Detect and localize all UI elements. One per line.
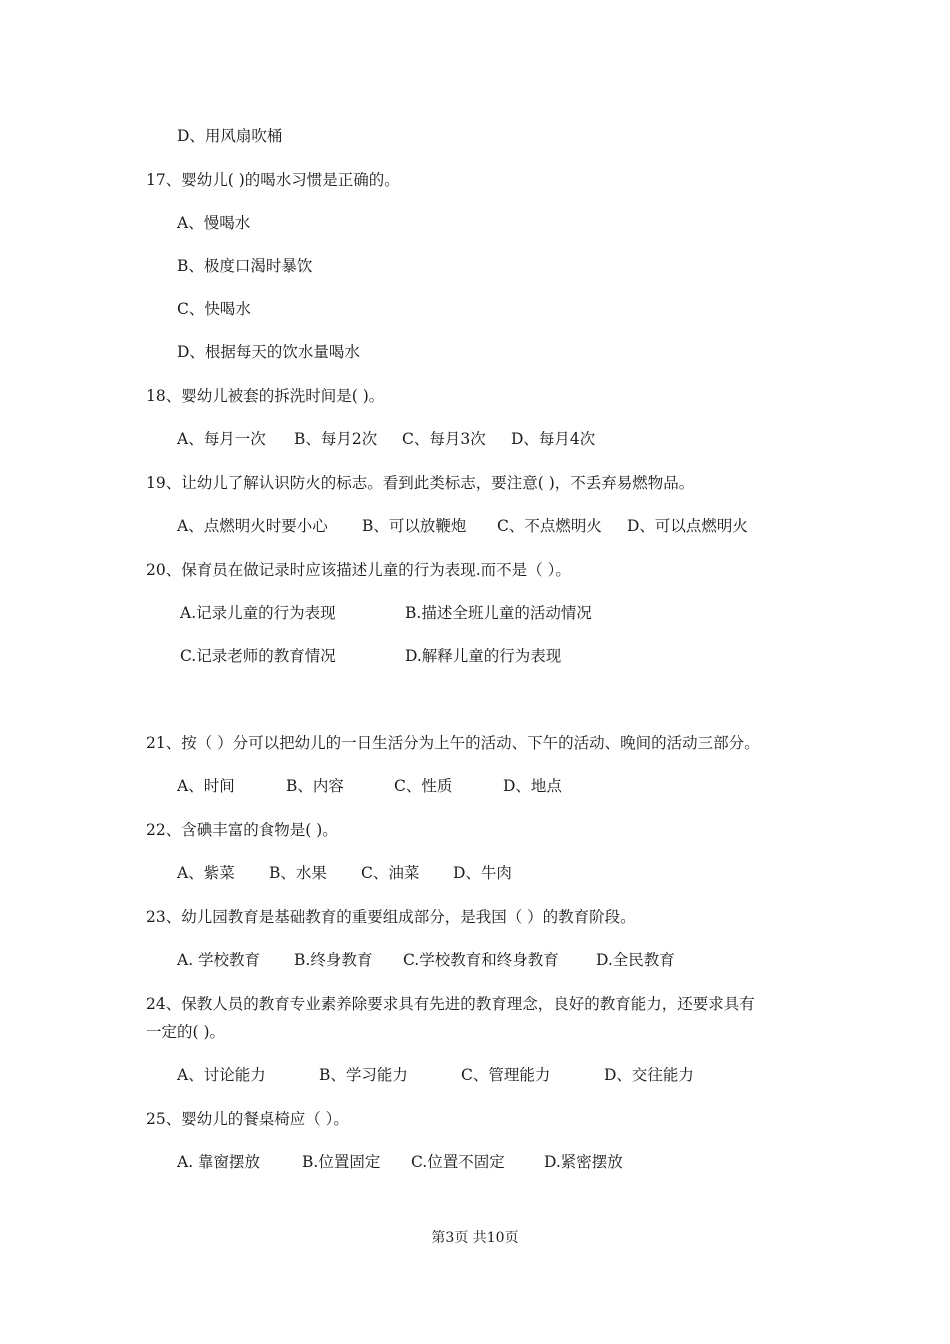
option-b: B.位置固定	[302, 1153, 381, 1171]
option-a: A. 靠窗摆放	[177, 1153, 261, 1171]
option-c: C、油菜	[361, 864, 420, 882]
option-d: D、牛肉	[453, 864, 512, 882]
question-22: 22、含碘丰富的食物是( )。	[146, 821, 338, 839]
option-a: A. 学校教育	[177, 951, 261, 969]
option-text: D、根据每天的饮水量喝水	[177, 343, 360, 361]
option-c: C、性质	[394, 777, 453, 795]
option-d: D、交往能力	[604, 1066, 694, 1084]
option-d: D.紧密摆放	[544, 1153, 623, 1171]
option-a: A.记录儿童的行为表现	[180, 604, 336, 622]
question-19: 19、让幼儿了解认识防火的标志。看到此类标志，要注意( )，不丢弃易燃物品。	[146, 474, 695, 492]
question-18: 18、婴幼儿被套的拆洗时间是( )。	[146, 387, 385, 405]
page-footer: 第3页 共10页	[431, 1230, 519, 1246]
option-b: B、可以放鞭炮	[362, 517, 467, 535]
option-d: D、可以点燃明火	[627, 517, 748, 535]
option-b: B.描述全班儿童的活动情况	[405, 604, 592, 622]
option-c: C.位置不固定	[411, 1153, 505, 1171]
question-25: 25、婴幼儿的餐桌椅应（ ）。	[146, 1110, 349, 1128]
option-a: A、紫菜	[177, 864, 235, 882]
question-24: 24、保教人员的教育专业素养除要求具有先进的教育理念，良好的教育能力，还要求具有	[146, 995, 755, 1013]
option-b: B、每月2次	[294, 430, 378, 448]
option-d: D.全民教育	[596, 951, 675, 969]
option-c: C、每月3次	[402, 430, 486, 448]
option-a: A、每月一次	[177, 430, 266, 448]
option-c: C.学校教育和终身教育	[403, 951, 559, 969]
option-b: B、内容	[286, 777, 344, 795]
question-23: 23、幼儿园教育是基础教育的重要组成部分，是我国（ ）的教育阶段。	[146, 908, 636, 926]
option-d: D、每月4次	[511, 430, 596, 448]
option-b: B.终身教育	[294, 951, 373, 969]
question-21: 21、按（ ）分可以把幼儿的一日生活分为上午的活动、下午的活动、晚间的活动三部分。	[146, 734, 760, 752]
option-c: C.记录老师的教育情况	[180, 647, 336, 665]
question-17: 17、婴幼儿( )的喝水习惯是正确的。	[146, 171, 400, 189]
option-c: C、管理能力	[461, 1066, 551, 1084]
question-24-cont: 一定的( )。	[146, 1023, 226, 1041]
option-text: C、快喝水	[177, 300, 251, 318]
option-d: D.解释儿童的行为表现	[405, 647, 562, 665]
option-c: C、不点燃明火	[497, 517, 602, 535]
option-a: A、点燃明火时要小心	[177, 517, 328, 535]
option-text: A、慢喝水	[177, 214, 251, 232]
option-d: D、地点	[503, 777, 562, 795]
option-text: B、极度口渴时暴饮	[177, 257, 313, 275]
option-a: A、时间	[177, 777, 235, 795]
question-20: 20、保育员在做记录时应该描述儿童的行为表现.而不是（ ）。	[146, 561, 571, 579]
option-b: B、学习能力	[319, 1066, 408, 1084]
option-b: B、水果	[269, 864, 327, 882]
option-text: D、用风扇吹桶	[177, 127, 283, 145]
option-a: A、讨论能力	[177, 1066, 266, 1084]
